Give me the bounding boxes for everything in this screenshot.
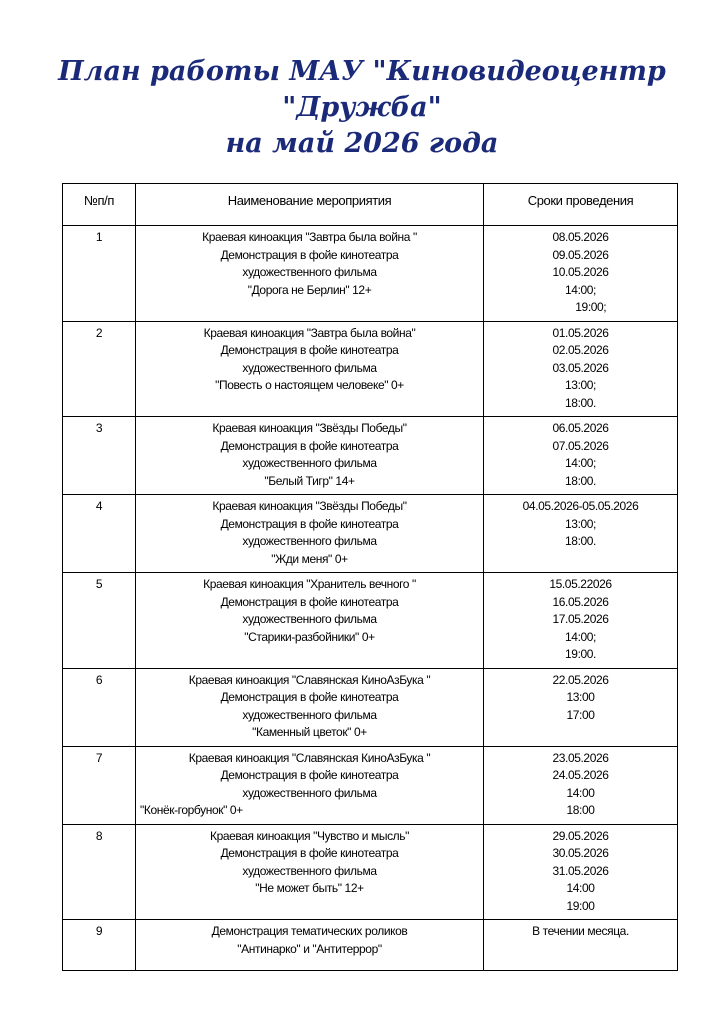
event-name-line: Демонстрация в фойе кинотеатра [220,846,399,860]
event-name-line: художественного фильма [242,534,377,548]
event-name [136,920,484,971]
event-date-line: 22.05.2026 [552,672,609,687]
event-name-line: Краевая киноакция "Чувство и мысль" [209,828,409,843]
event-name [136,226,484,322]
row-number: 8 [63,824,136,920]
event-date-line: 14:00; [565,456,596,470]
event-date-line: 18:00. [565,534,596,548]
col-header-number: №п/п [63,184,136,226]
table-row [63,321,678,417]
event-date-line: 13:00; [565,516,596,531]
event-date-line: 17.05.2026 [552,612,609,626]
event-date-line: 16.05.2026 [552,594,609,609]
event-name-line: Демонстрация в фойе кинотеатра [220,438,399,453]
event-dates [484,920,678,971]
event-date-line: 06.05.2026 [552,421,609,435]
schedule-table [62,183,678,971]
event-date-line: 14:00 [566,881,595,895]
event-dates [484,226,678,322]
event-date-line: 14:00; [565,282,596,297]
event-name-line: "Антинарко" и "Антитеррор" [237,941,382,956]
title-line-2: на май 2026 года [225,128,499,159]
title-line-1: План работы МАУ "Киновидеоцентр "Дружба" [58,56,666,123]
event-name-line: Демонстрация в фойе кинотеатра [220,690,399,704]
event-name-line: художественного фильма [242,360,377,375]
event-name-line: Демонстрация в фойе кинотеатра [220,768,399,782]
table-row [63,417,678,495]
event-name-line: художественного фильма [242,707,377,722]
event-name-line: художественного фильма [242,863,377,878]
event-name-line: Краевая киноакция "Звёзды Победы" [212,499,407,513]
event-name-line: Демонстрация тематических роликов [211,924,408,938]
row-number: 4 [63,495,136,573]
event-name-line: "Старики-разбойники" 0+ [244,629,375,644]
table-row [63,226,678,322]
event-date-line: 18:00 [566,803,595,817]
event-name-line: Демонстрация в фойе кинотеатра [220,516,399,531]
event-date-line: 10.05.2026 [552,265,609,279]
row-number: 3 [63,417,136,495]
event-date-line: 30.05.2026 [552,846,609,860]
event-date-line: 09.05.2026 [552,247,609,262]
event-date-line: 07.05.2026 [552,438,609,453]
table-header-row [63,184,678,226]
table-row [63,668,678,746]
event-name-line: "Дорога не Берлин" 12+ [247,282,372,297]
table-row [63,495,678,573]
row-number: 5 [63,573,136,669]
event-name-line: Краевая киноакция "Славянская КиноАзБука " [188,672,431,687]
event-date-line: 14:00; [565,629,596,644]
event-name-line: Краевая киноакция "Завтра была война" [203,325,416,340]
event-dates [484,573,678,669]
table-row [63,746,678,824]
row-number: 6 [63,668,136,746]
event-date-line: 18:00. [565,473,596,488]
event-name-line: Демонстрация в фойе кинотеатра [220,594,399,609]
event-name-line: художественного фильма [242,265,377,279]
event-name [136,417,484,495]
event-date-line: 19:00. [565,647,596,661]
event-date-line: 24.05.2026 [552,768,609,782]
event-name-line: Демонстрация в фойе кинотеатра [220,343,399,357]
event-date-line: В течении месяца. [532,924,629,938]
event-name-line: "Белый Тигр" 14+ [264,473,355,488]
row-number: 7 [63,746,136,824]
table-row [63,824,678,920]
event-date-line: 18:00. [565,395,596,410]
event-date-line: 08.05.2026 [552,230,609,244]
event-name-line: Краевая киноакция "Хранитель вечного " [203,577,416,591]
event-dates [484,668,678,746]
event-dates [484,495,678,573]
event-name-line: Краевая киноакция "Звёзды Победы" [212,421,407,435]
event-dates [484,824,678,920]
event-date-line: 15.05.22026 [549,577,612,591]
event-name-line: "Не может быть" 12+ [255,881,364,895]
event-date-line: 14:00 [566,785,595,800]
event-name-line: художественного фильма [242,456,377,470]
event-name [136,495,484,573]
table-row [63,573,678,669]
event-date-line: 13:00 [566,690,595,704]
table-row [63,920,678,971]
event-date-line: 01.05.2026 [552,325,609,340]
event-name [136,573,484,669]
event-name-line: "Каменный цветок" 0+ [252,725,367,739]
event-dates [484,321,678,417]
table-body [63,226,678,971]
event-date-line: 31.05.2026 [552,863,609,878]
event-date-line: 04.05.2026-05.05.2026 [522,499,639,513]
event-name [136,824,484,920]
document-title [0,54,724,162]
event-dates [484,417,678,495]
event-name-line: Краевая киноакция "Славянская КиноАзБука " [188,750,431,765]
event-name-line: "Жди меня" 0+ [271,551,348,566]
event-name [136,668,484,746]
event-date-line: 23.05.2026 [552,750,609,765]
row-number: 1 [63,226,136,322]
event-name-line: "Конёк-горбунок" 0+ [140,803,243,817]
event-name [136,321,484,417]
event-date-line: 13:00; [565,378,596,392]
event-date-line: 29.05.2026 [552,828,609,843]
event-name-line: художественного фильма [242,785,377,800]
event-name-line: художественного фильма [242,612,377,626]
event-date-line: 19:00; [554,300,607,314]
event-name [136,746,484,824]
event-date-line: 19:00 [566,898,595,913]
event-dates [484,746,678,824]
event-date-line: 02.05.2026 [552,343,609,357]
col-header-dates: Сроки проведения [484,184,678,226]
event-date-line: 17:00 [566,707,595,722]
event-name-line: Демонстрация в фойе кинотеатра [220,247,399,262]
event-name-line: Краевая киноакция "Завтра была война " [202,230,417,244]
col-header-event-name: Наименование мероприятия [136,184,484,226]
row-number: 2 [63,321,136,417]
event-name-line: "Повесть о настоящем человеке" 0+ [215,378,404,392]
event-date-line: 03.05.2026 [552,360,609,375]
row-number: 9 [63,920,136,971]
